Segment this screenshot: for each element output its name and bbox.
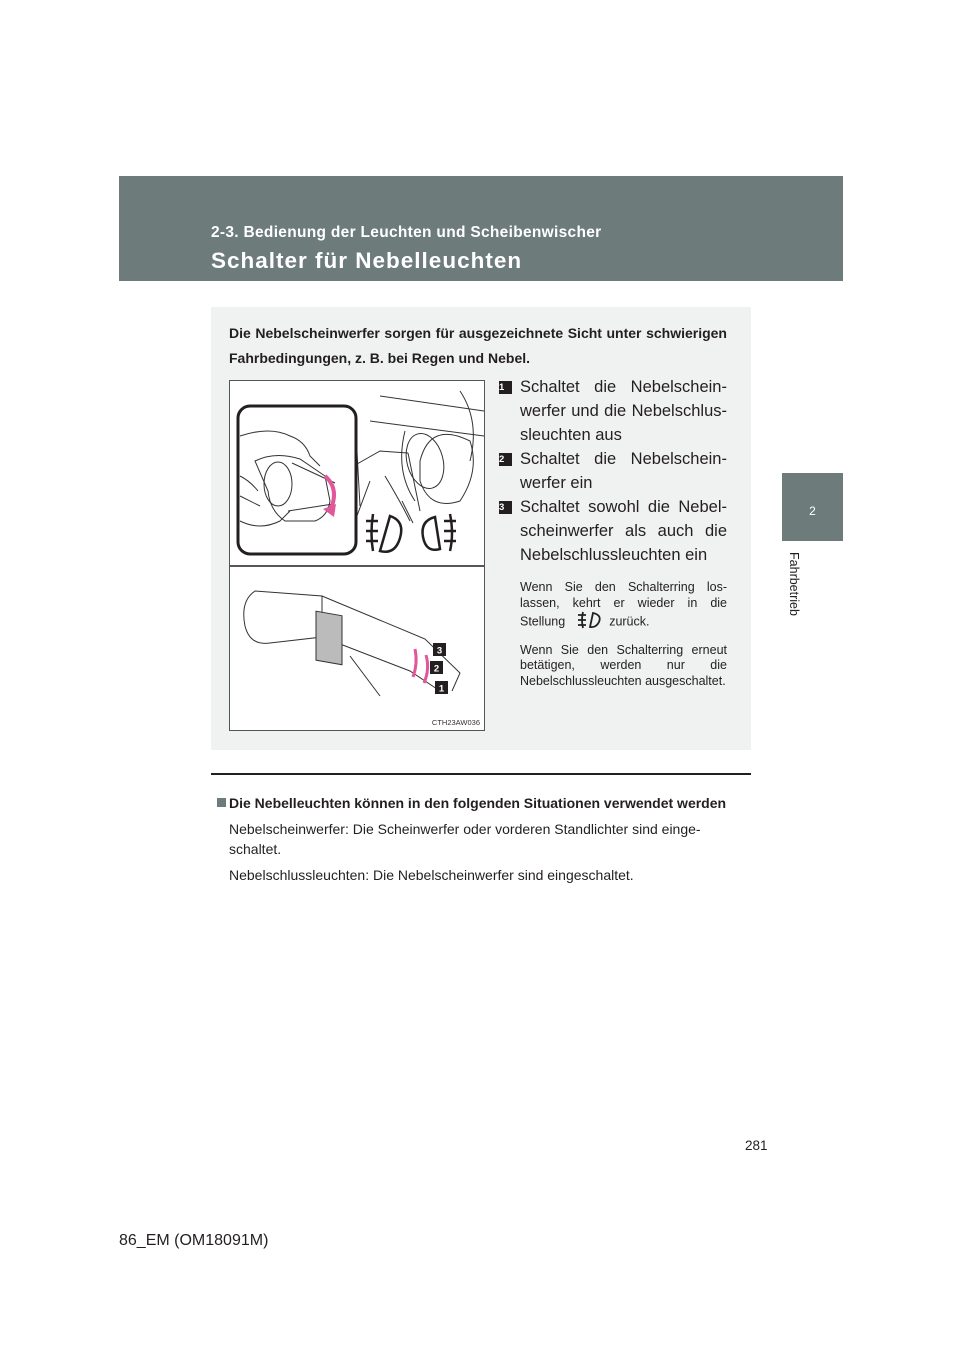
notes — [499, 580, 727, 689]
rear-fog-symbol — [423, 514, 457, 551]
item-number: 1 — [499, 381, 512, 394]
note-release — [520, 580, 727, 634]
page-title: Schalter für Nebelleuchten — [211, 248, 523, 273]
position-list — [499, 375, 727, 698]
note-again: Wenn Sie den Schalterring erneut betätigen, werden nur die Nebelschlussleuchten ausgeschaltet. — [520, 642, 727, 688]
illustration-code: CTH23AW036 — [431, 718, 480, 727]
item-number: 2 — [499, 453, 512, 466]
page-number: 281 — [745, 1138, 768, 1153]
chapter-header — [119, 176, 843, 281]
svg-text:1: 1 — [438, 683, 445, 695]
svg-text:3: 3 — [436, 645, 443, 657]
section-title: 2-3. Bedienung der Leuchten und Scheibenwischer — [211, 224, 602, 241]
note-release-text: Wenn Sie den Schalterring loslassen, kehrt er wieder in die Stellung — [520, 580, 727, 629]
fog-light-switch-illustration — [229, 380, 485, 731]
document-code: 86_EM (OM18091M) — [119, 1232, 269, 1249]
list-item — [499, 495, 727, 567]
divider — [211, 773, 751, 775]
info-box — [211, 307, 751, 750]
body-section — [217, 793, 745, 885]
item-number: 3 — [499, 501, 512, 514]
note-release-end: zurück. — [609, 614, 650, 629]
item-text: Schaltet sowohl die Nebelscheinwerfer als auch die Nebelschlussleuchten ein — [520, 498, 727, 564]
subheading-text: Die Nebelleuchten können in den folgenden Situationen verwendet werden — [229, 795, 727, 811]
paragraph-front-fog: Nebelscheinwerfer: Die Scheinwerfer oder vorderen Standlichter sind eingeschaltet. — [229, 821, 701, 857]
item-text: Schaltet die Nebelscheinwerfer und die Nebelschlussleuchten aus — [520, 378, 727, 444]
chapter-label-container — [785, 545, 803, 625]
list-item — [499, 447, 727, 495]
chapter-label: Fahrbetrieb — [787, 552, 801, 616]
front-fog-symbol — [366, 514, 401, 552]
svg-text:2: 2 — [433, 663, 440, 675]
square-bullet-icon — [217, 798, 226, 807]
subheading — [217, 793, 745, 813]
paragraph-rear-fog: Nebelschlussleuchten: Die Nebelscheinwerfer sind eingeschaltet. — [229, 867, 634, 883]
list-item — [499, 375, 727, 447]
chapter-number: 2 — [809, 504, 816, 518]
lever-position-markers — [430, 643, 448, 695]
chapter-tab — [782, 473, 843, 541]
front-fog-icon — [575, 611, 605, 634]
illustration-svg — [230, 381, 484, 730]
intro-text: Die Nebelscheinwerfer sorgen für ausgezeichnete Sicht unter schwierigen Fahrbedingungen, z. B. bei Regen und Nebel. — [229, 325, 727, 366]
item-text: Schaltet die Nebelscheinwerfer ein — [520, 450, 727, 492]
